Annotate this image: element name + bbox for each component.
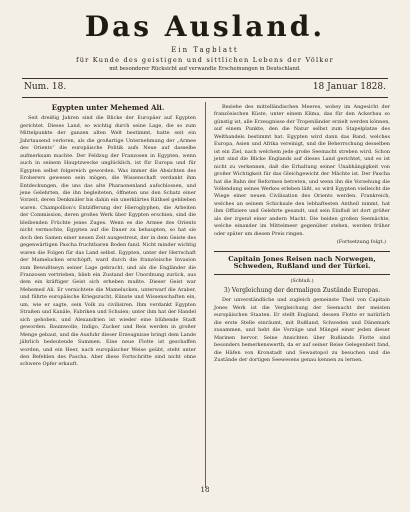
issue-number: Num. 18.	[24, 82, 67, 92]
section-rule	[214, 251, 390, 252]
masthead-rule-top	[22, 78, 388, 79]
article-paragraph: Beziehe des mittelländischen Meeres, wobey im Angesicht der französischen Küste, unter einem Klima, das für den Ackerbau so günstig ist, alle Erzeugnisse der Tropenländer erzielt werden können, auf einem Punkte, den die Natur selbst zum Stapelplatze des Welthandels bestimmt hat. Egypten wird dann das Band, welches Europa, Asien und Afrika vereinigt, und die Beherrschung desselben ist ein Ziel, nach welchem jede große Seemacht streben wird. Schon jetzt sind die Blicke Englands auf dieses Land gerichtet, und es ist nicht zu verkennen, daß die Erhaltung seiner Unabhängigkeit von großer Wichtigkeit für das Gleichgewicht der Mächte ist. Der Pascha hat die Bahn der Reformen betreten, und wenn ihn die Vorsehung die Vollendung seines Werkes erleben läßt, so wird Egypten vielleicht die Wiege einer neuen Civilisation des Orients werden. Frankreich, welches an seinem Schicksale den lebhaftesten Antheil nimmt, hat ihm Offiziere und Gelehrte gesandt, und sein Einfluß ist dort größer als der irgend einer andern Macht. Die beiden großen Seemächte, welche einander im Mittelmeer gegenüber stehen, werden früher oder später um diesen Preis ringen.	[214, 104, 390, 237]
issue-bar	[24, 82, 386, 96]
article-paragraph: Der unverständliche und zugleich gemeinste Theil von Capitain Jones Werk ist die Vergleichung der Seemacht der meisten europäischen Staaten. Er stellt England, dessen Flotte er natürlich die erste Stelle einräumt, mit Rußland, Schweden und Dänemark zusammen, und hebt die Vorzüge und Mängel einer jeden dieser Marinen hervor. Seine Ansichten über Rußlands Flotte sind besonders bemerkenswerth, da er auf seiner Reise Gelegenheit fand, die Häfen von Kronstadt und Sewastopol zu besuchen und die Zustände der dortigen Seewesens genau kennen zu lernen.	[214, 297, 390, 364]
masthead-title: Das Ausland.	[84, 10, 326, 43]
article-paragraph: Seit dreißig Jahren sind die Blicke der Europäer auf Egypten gerichtet. Dieses Land, so wichtig durch seine Lage, die so zum Mittelpunkte der ganzen alten Welt bestimmt, hatte seit ein Jahrtausend verloren, als die großartige Unternehmung der „Armee des Orients“ die europäische Politik aufs Neue auf dasselbe aufmerksam machte. Der Feldzug der Franzosen in Egypten, wenn auch in seinem Hauptzwecke unglücklich, ist für Europa und für Egypten selbst folgereich geworden. Was immer die Absichten des Eroberers gewesen sein mögen, die Wissenschaft verdankt ihm Entdeckungen, die uns das alte Pharaonenland aufschlossen, und jene Gelehrten, die ihn begleiteten, öffneten uns den Schatz einer Vorzeit, deren Denkmäler bis dahin ein unerklärtes Räthsel geblieben waren. Champollion's Entzifferung der Hieroglyphen, die Arbeiten der Commission, deren großes Werk über Egypten erschien, sind die bleibenden Früchte jenes Zuges. Wenn es die Armee des Orients nicht vermochte, Egypten auf die Dauer zu behaupten, so hat sie doch den Samen einer neuen Zeit ausgestreut, der in dem Geiste des gegenwärtigen Pascha fruchtbaren Boden fand. Nicht minder wichtig waren die Folgen für das Land selbst. Egypten, unter der Herrschaft der Mamelucken erschöpft, ward durch die französische Invasion zum Bewußtseyn seiner Lage gebracht, und als die Engländer die Franzosen vertrieben, blieb ein Zustand der Unordnung zurück, aus dem ein kräftiger Geist sich erheben mußte. Dieser Geist war Mehemed Ali. Er vernichtete die Mamelucken, unterwarf die Araber, und führte europäische Kriegszucht, Künste und Wissenschaften ein, um, wie er sagte, sein Volk zu civilisiren. Ihm verdankt Egypten Straßen und Kanäle, Fabriken und Schulen; unter ihm hat der Handel sich gehoben, und Alexandrien ist wieder eine blühende Stadt geworden. Baumwolle, Indigo, Zucker und Reis werden in großer Menge gebaut, und die Ausfuhr dieser Erzeugnisse bringt dem Lande jährlich bedeutende Summen. Eine neue Flotte ist geschaffen worden, und ein Heer, nach europäischer Weise geübt, steht unter den Befehlen des Pascha. Aber diese Fortschritte sind nicht ohne schwere Opfer erkauft.	[20, 115, 196, 368]
column-divider	[205, 102, 206, 488]
article-title-egypten: Egypten unter Mehemed Ali.	[51, 103, 165, 112]
masthead-tagline-3: mit besonderer Rücksicht auf verwandte Erscheinungen in Deutschland.	[109, 66, 301, 72]
masthead-rule-bottom	[22, 97, 388, 98]
section-note: (Schluß.)	[290, 277, 314, 284]
section-rule	[214, 274, 390, 275]
section-subtitle: 3) Vergleichung der dermaligen Zustände Europas.	[223, 286, 381, 294]
page-number: 18	[200, 486, 210, 494]
article-title-jones: Capitain Jones Reisen nach Norwegen, Schweden, Rußland und der Türkei.	[228, 254, 376, 271]
right-column	[214, 104, 390, 365]
continued-note: (Fortsetzung folgt.)	[336, 239, 386, 246]
masthead-tagline-2: für Kunde des geistigen und sittlichen Lebens der Völker	[76, 56, 334, 64]
masthead-tagline-1: Ein Tagblatt	[171, 46, 239, 54]
issue-date: 18 Januar 1828.	[312, 82, 386, 92]
left-column	[20, 104, 196, 369]
